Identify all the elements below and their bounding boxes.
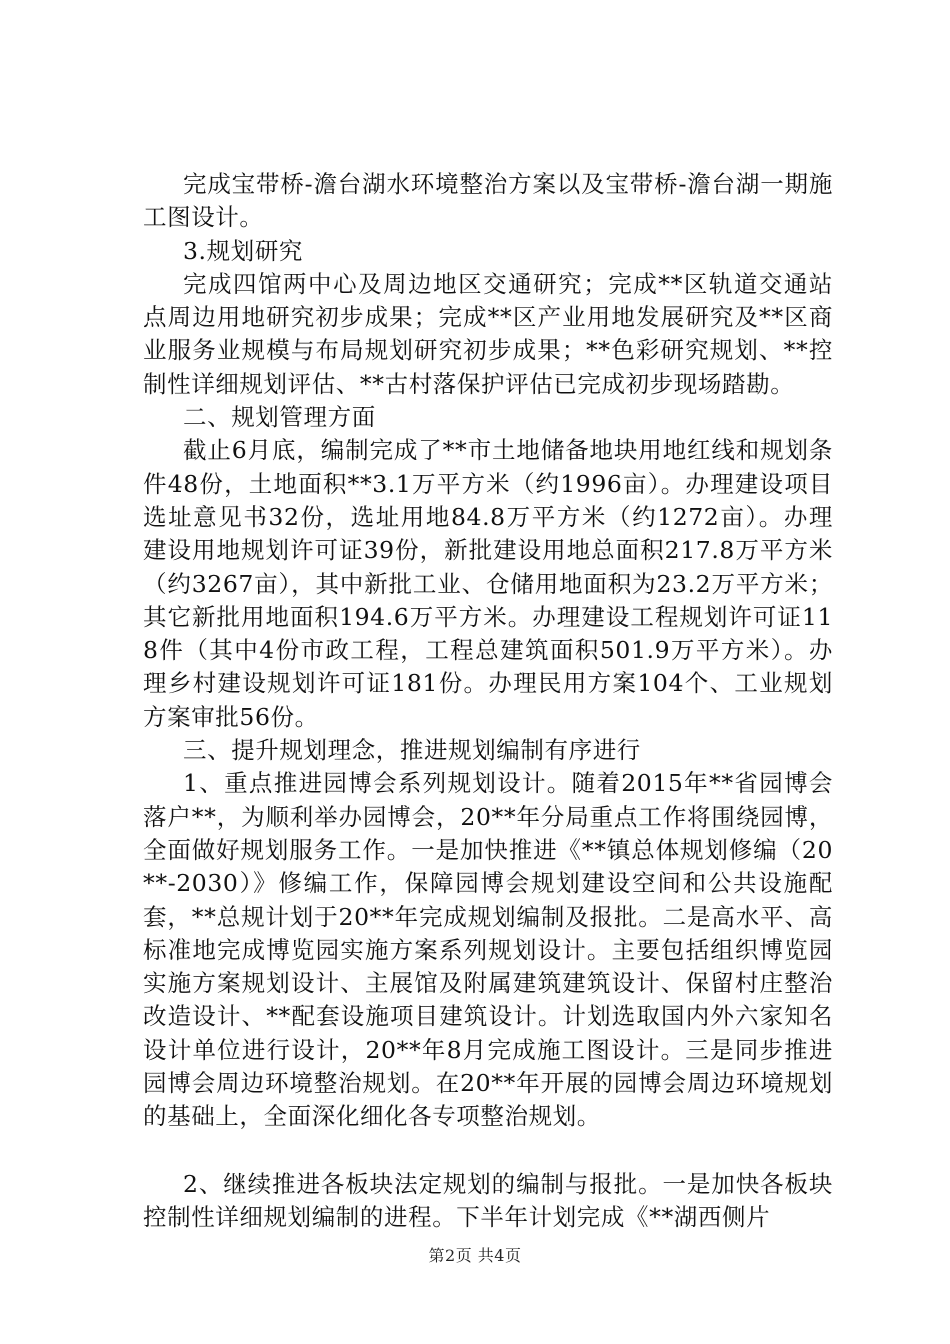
paragraph-water-environment: 完成宝带桥-澹台湖水环境整治方案以及宝带桥-澹台湖一期施工图设计。: [143, 170, 833, 232]
heading-planning-concept: 三、提升规划理念，推进规划编制有序进行: [183, 736, 641, 765]
page-number-footer: 第2页 共4页: [428, 1246, 522, 1265]
paragraph-planning-management: 截止6月底，编制完成了**市土地储备地块用地红线和规划条件48份，土地面积**3.1万平方米（约1996亩）。办理建设项目选址意见书32份，选址用地84.8万平方米（约1272亩）。办理建设用地规划许可证39份，新批建设用地总面积217.8万平方米（约3267亩），其中新批工业、仓储用地面积为23.2万平方米；其它新批用地面积194.6万平方米。办理建设工程规划许可证118件（其中4份市政工程，工程总建筑面积501.9万平方米）。办理乡村建设规划许可证181份。办理民用方案104个、工业规划方案审批56份。: [143, 436, 833, 731]
paragraph-planning-research: 完成四馆两中心及周边地区交通研究；完成**区轨道交通站点周边用地研究初步成果；完成**区产业用地发展研究及**区商业服务业规模与布局规划研究初步成果；**色彩研究规划、**控制性详细规划评估、**古村落保护评估已完成初步现场踏勘。: [143, 269, 833, 398]
document-body: [143, 168, 833, 1234]
paragraph-statutory-planning: 2、继续推进各板块法定规划的编制与报批。一是加快各板块控制性详细规划编制的进程。下半年计划完成《**湖西侧片: [143, 1169, 833, 1231]
paragraph-expo-planning: 1、重点推进园博会系列规划设计。随着2015年**省园博会落户**，为顺利举办园博会，20**年分局重点工作将围绕园博，全面做好规划服务工作。一是加快推进《**镇总体规划修编（20**-2030）》修编工作，保障园博会规划建设空间和公共设施配套，**总规计划于20**年完成规划编制及报批。二是高水平、高标准地完成博览园实施方案系列规划设计。主要包括组织博览园实施方案规划设计、主展馆及附属建筑建筑设计、保留村庄整治改造设计、**配套设施项目建筑设计。计划选取国内外六家知名设计单位进行设计，20**年8月完成施工图设计。三是同步推进园博会周边环境整治规划。在20**年开展的园博会周边环境规划的基础上，全面深化细化各专项整治规划。: [143, 769, 833, 1131]
heading-planning-research: 3.规划研究: [183, 236, 304, 265]
heading-planning-management: 二、规划管理方面: [183, 403, 376, 432]
paragraph-spacer: [143, 1134, 833, 1168]
